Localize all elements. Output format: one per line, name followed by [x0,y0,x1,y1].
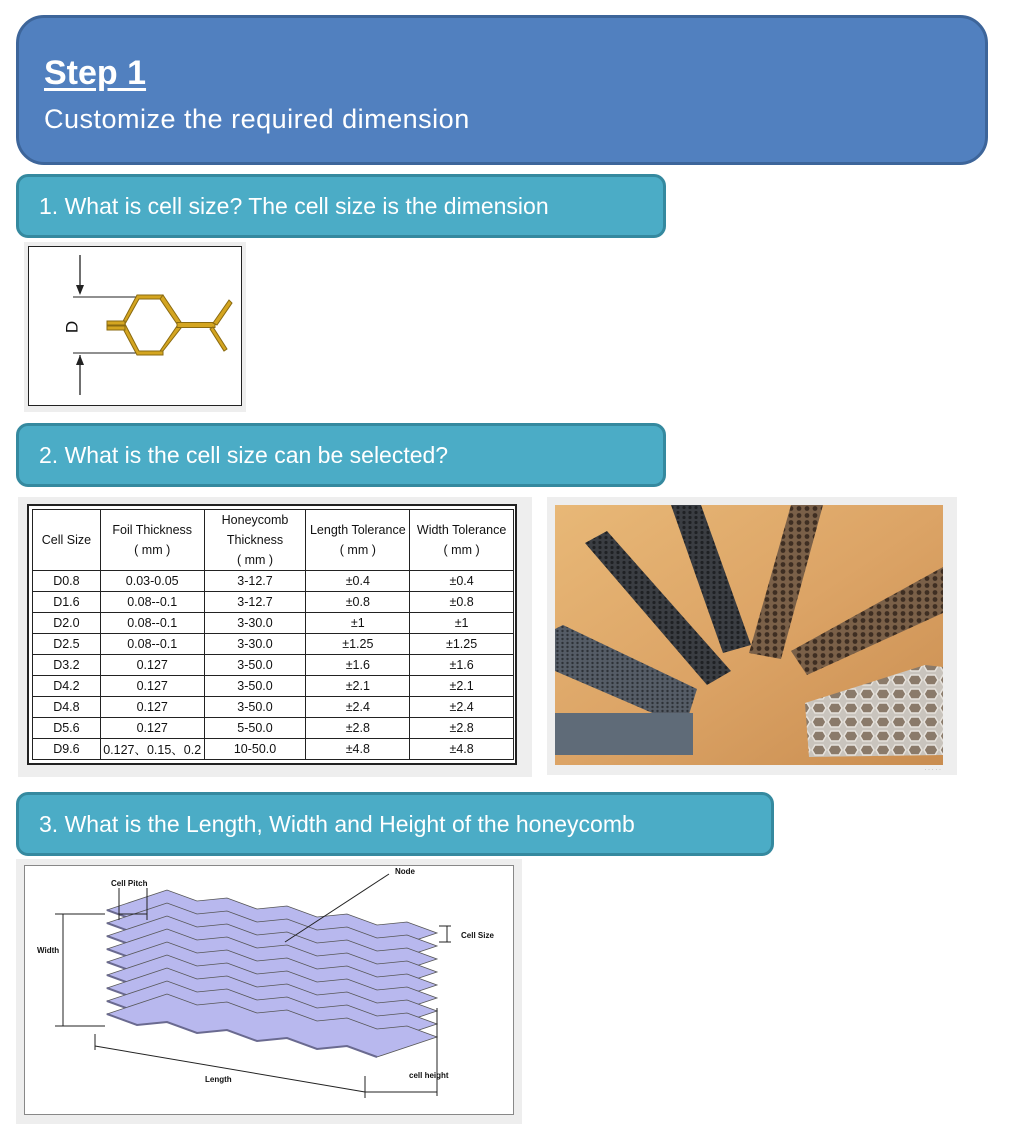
hexagon-cell-svg [29,247,240,404]
question-1-banner [16,174,666,238]
table-cell: D2.0 [33,613,101,634]
table-cell: 5-50.0 [204,718,306,739]
table-cell: ±0.8 [410,592,514,613]
step-subtitle: Customize the required dimension [44,104,470,134]
table-cell: 3-12.7 [204,571,306,592]
cell-pitch-label: Cell Pitch [111,879,148,888]
step-title: Step 1 [44,54,147,92]
honeycomb-dimensions-diagram [24,865,514,1115]
table-header-cell: Width Tolerance ( mm ) [410,510,514,571]
table-header-cell: Length Tolerance ( mm ) [306,510,410,571]
table-cell: 0.127 [100,676,204,697]
table-cell: 0.127 [100,718,204,739]
table-cell: D4.8 [33,697,101,718]
honeycomb-layers [107,890,437,1057]
cell-size-label: Cell Size [461,931,494,940]
table-cell: D5.6 [33,718,101,739]
table-cell: ±4.8 [410,739,514,760]
table-cell: ±0.4 [410,571,514,592]
table-cell: 0.127、0.15、0.2 [100,739,204,760]
table-cell: 0.08--0.1 [100,634,204,655]
honeycomb-block-svg [25,866,513,1114]
question-2-banner [16,423,666,487]
table-cell: 0.08--0.1 [100,613,204,634]
question-3-text: 3. What is the Length, Width and Height of the honeycomb [39,810,635,837]
table-cell: 3-30.0 [204,634,306,655]
table-cell: 3-30.0 [204,613,306,634]
length-label: Length [205,1075,232,1084]
table-cell: ±2.4 [410,697,514,718]
table-cell: ±2.4 [306,697,410,718]
table-cell: ±2.8 [306,718,410,739]
honeycomb-dimensions-diagram-frame [16,859,522,1124]
table-row [33,676,514,697]
table-cell: 3-50.0 [204,697,306,718]
table-cell: D0.8 [33,571,101,592]
table-row [33,571,514,592]
cell-size-table-frame [18,497,532,777]
table-cell: ±0.8 [306,592,410,613]
table-row [33,655,514,676]
table-header-cell: Cell Size [33,510,101,571]
table-row [33,739,514,760]
table-cell: 3-50.0 [204,655,306,676]
table-cell: ±2.1 [306,676,410,697]
table-cell: ±1 [306,613,410,634]
table-header-cell: Foil Thickness ( mm ) [100,510,204,571]
table-cell: ±1.6 [306,655,410,676]
table-row [33,718,514,739]
table-cell: ±2.8 [410,718,514,739]
table-row [33,592,514,613]
dimension-d-label: D [62,320,82,334]
table-cell: 10-50.0 [204,739,306,760]
table-cell: ±1.25 [306,634,410,655]
table-cell: 0.03-0.05 [100,571,204,592]
table-cell: D3.2 [33,655,101,676]
question-3-banner [16,792,774,856]
table-cell: 0.08--0.1 [100,592,204,613]
photo-watermark: · · · · · [924,767,941,773]
question-1-text: 1. What is cell size? The cell size is the dimension [39,192,549,219]
table-cell: ±2.1 [410,676,514,697]
node-label: Node [395,867,415,876]
table-cell: ±1 [410,613,514,634]
cell-size-table [32,509,514,760]
table-cell: ±1.6 [410,655,514,676]
honeycomb-samples-photo-frame [547,497,957,775]
honeycomb-samples-photo [555,505,943,765]
question-2-text: 2. What is the cell size can be selected? [39,441,449,468]
table-cell: ±0.4 [306,571,410,592]
cell-size-table-border [27,504,517,765]
step-header [16,15,988,165]
table-cell: 0.127 [100,655,204,676]
cell-height-label: cell height [409,1071,449,1080]
table-cell: D4.2 [33,676,101,697]
table-cell: D9.6 [33,739,101,760]
table-cell: ±1.25 [410,634,514,655]
cell-size-diagram-frame [24,242,246,412]
table-row [33,697,514,718]
table-row [33,634,514,655]
cell-size-diagram [28,246,242,406]
table-cell: 3-12.7 [204,592,306,613]
table-cell: 0.127 [100,697,204,718]
width-label: Width [37,946,60,955]
table-header-cell: Honeycomb Thickness ( mm ) [204,510,306,571]
table-cell: D1.6 [33,592,101,613]
table-cell: 3-50.0 [204,676,306,697]
table-cell: ±4.8 [306,739,410,760]
table-row [33,613,514,634]
table-cell: D2.5 [33,634,101,655]
table-header-row [33,510,514,571]
